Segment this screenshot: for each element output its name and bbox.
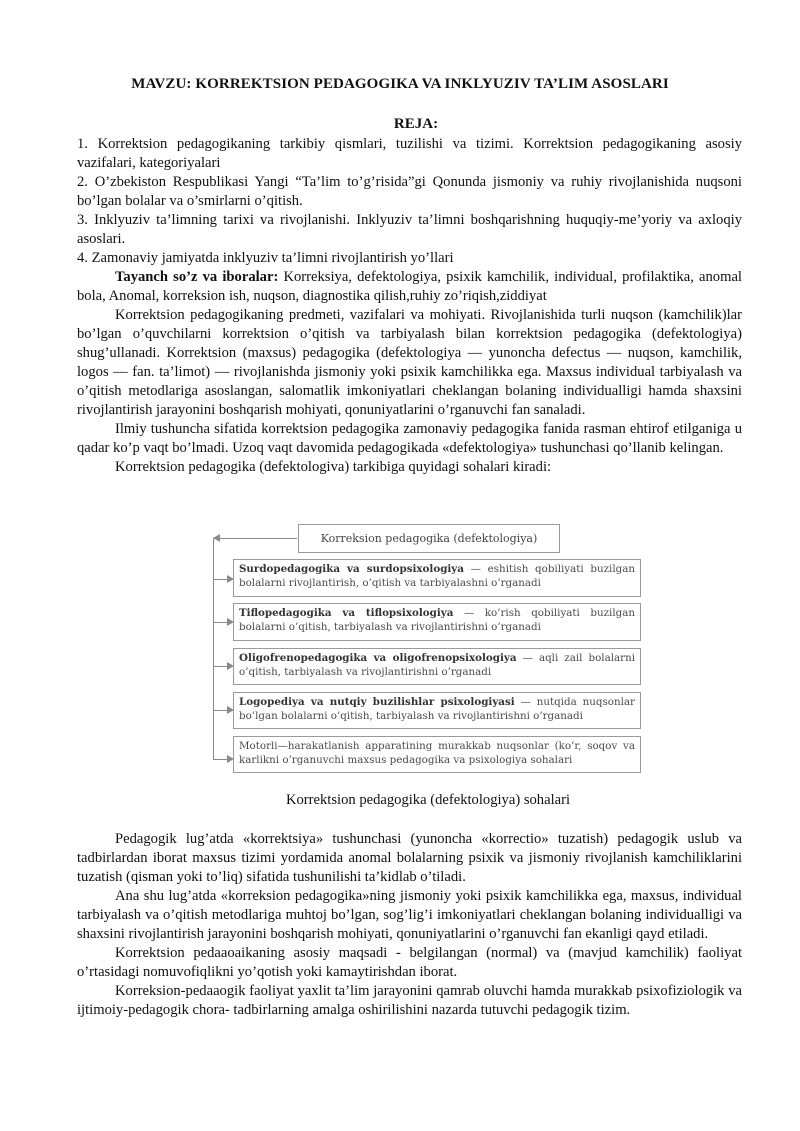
body-paragraph: Ilmiy tushuncha sifatida korrektsion pedagogika zamonaviy pedagogika fanida rasman ehtirof etilganiga u qadar ko’p vaqt bo’lmadi. Uzoq vaqt davomida pedagogikada «defektologiya» tushunchasi qo’llanib kelingan. [77, 421, 742, 456]
document-title: MAVZU: KORREKTSION PEDAGOGIKA VA INKLYUZIV TA’LIM ASOSLARI [131, 76, 669, 92]
diagram-caption: Korrektsion pedagogika (defektologiya) sohalari [285, 792, 571, 808]
plan-item: 4. Zamonaviy jamiyatda inklyuziv ta’limni rivojlantirish yo’llari [77, 250, 454, 266]
plan-item: 1. Korrektsion pedagogikaning tarkibiy qismlari, tuzilishi va tizimi. Korrektsion pedagogikaning asosiy vazifalari, kategoriyalari [77, 136, 742, 171]
body-paragraph: Ana shu lug’atda «korreksion pedagogika»ning jismoniy yoki psixik kamchilikka ega, maxsus, individual tarbiyalash va o’qitish metodlariga muhtoj bo’lgan, sog’lig’i imkoniyatlari cheklangan bolaning individualligi va shaxsini rivojlantirish jarayonini boshqarish mohiyati, qonuniyatlarini o’rganuvchi fan ekanligi qayd etiladi. [77, 888, 742, 942]
diagram-connector-top [213, 538, 297, 539]
diagram-item-text: — eshitish qobiliyati buzilgan bolalarni rivojlantirish, o’qitish va tarbiyalashni o’rganadi [239, 563, 635, 589]
arrow-left-icon [213, 534, 220, 542]
diagram-item-box [233, 648, 641, 685]
keywords-text: Korreksiya, defektologiya, psixik kamchilik, individual, profilaktika, anomal bola, Anomal, korreksion ish, nuqson, diagnostika qilish,ruhiy zo’riqish,ziddiyat [77, 269, 742, 304]
body-paragraph: Korrektsion pedagogika (defektologiva) tarkibiga quyidagi sohalari kiradi: [115, 459, 552, 475]
plan-item: 2. O’zbekiston Respublikasi Yangi “Ta’lim to’g’risida”gi Qonunda jismoniy va ruhiy rivojlanishida nuqsoni bo’lgan bolalar va o’smirlarni o’qitish. [77, 174, 742, 209]
plan-item: 3. Inklyuziv ta’limning tarixi va rivojlanishi. Inklyuziv ta’limni boshqarishning huquqiy-me’yoriy va axloqiy asoslari. [77, 212, 742, 247]
body-paragraph: Korrektsion pedaaoaikaning asosiy maqsadi - belgilangan (normal) va (mavjud kamchilik) faoliyat o’rtasidagi nomuvofiqlikni yo’qotish yoki kamaytirishdan iborat. [77, 945, 742, 980]
diagram-item-text: — nutqida nuqsonlar bo’lgan bolalarni o’qitish, tarbiyalash va rivojlantirishni o’rganadi [239, 696, 635, 722]
diagram-item-box [233, 692, 641, 729]
plan-and-intro [77, 135, 742, 477]
body-paragraph: Korreksion-pedaaogik faoliyat yaxlit ta’lim jarayonini qamrab oluvchi hamda murakkab psixofiziologik va ijtimoiy-pedagogik chora- tadbirlarning amalga oshirilishini nazarda tutuvchi pedagogik tizim. [77, 983, 742, 1018]
diagram-item-box [233, 736, 641, 773]
diagram-item-box [233, 559, 641, 597]
body-paragraph: Korrektsion pedagogikaning predmeti, vazifalari va mohiyati. Rivojlanishida turli nuqson (kamchilik)lar bo’lgan o’quvchilarni korrektsion o’qitish va tarbiyalash bilan korrektsion pedagogika (defektologiya) shug’ullanadi. Korrektsion (maxsus) pedagogika (defektologiya — yunoncha defectus — nuqson, kamchilik, logos — fan. ta’limot) — rivojlanishda jismoniy yoki psixik kamchilikka ega. Maxsus individual tarbiyalash va o’qitish metodlariga asoslangan, salomatlik imkoniyatlari cheklangan bolaning individualligi hamda shaxsini rivojlantirish jarayonini boshqarish mohiyati, qonuniyatlarini o’rganuvchi fan sanaladi. [77, 307, 742, 418]
keywords-label: Tayanch so’z va iboralar: [115, 269, 279, 285]
diagram-connector-vertical [213, 538, 214, 760]
diagram-item-title: Oligofrenopedagogika va oligofrenopsixologiya [239, 652, 517, 664]
diagram-header-box: Korreksion pedagogika (defektologiya) [298, 524, 560, 553]
plan-heading: REJA: [393, 116, 439, 132]
diagram-item-box [233, 603, 641, 641]
body-paragraph: Pedagogik lug’atda «korrektsiya» tushunchasi (yunoncha «korrectio» tuzatish) pedagogik uslub va tadbirlardan iborat maxsus tizimi yordamida anomal bolalarning psixik va jismoniy rivojlanish kamchiliklarini tuzatish (qisman yoki to’liq) sifatida tushunilishi ta’kidlab o’tiladi. [77, 831, 742, 885]
keywords-paragraph [77, 268, 742, 306]
body-bottom [77, 830, 742, 1020]
diagram-item-text: — ko’rish qobiliyati buzilgan bolalarni o’qitish, tarbiyalash va rivojlantirishni o’rganadi [239, 607, 635, 633]
structure-diagram [203, 521, 645, 776]
diagram-item-text: Motorli—harakatlanish apparatining murakkab nuqsonlar (ko’r, soqov va karlikni o’rganuvchi maxsus pedagogika va psixologiya sohalari [239, 740, 635, 766]
diagram-item-title: Tiflopedagogika va tiflopsixologiya [239, 607, 454, 619]
diagram-item-title: Surdopedagogika va surdopsixologiya [239, 563, 464, 575]
diagram-item-text: — aqli zail bolalarni o’qitish, tarbiyalash va rivojlantirishni o’rganadi [239, 652, 635, 678]
diagram-item-title: Logopediya va nutqiy buzilishlar psixologiyasi [239, 696, 515, 708]
